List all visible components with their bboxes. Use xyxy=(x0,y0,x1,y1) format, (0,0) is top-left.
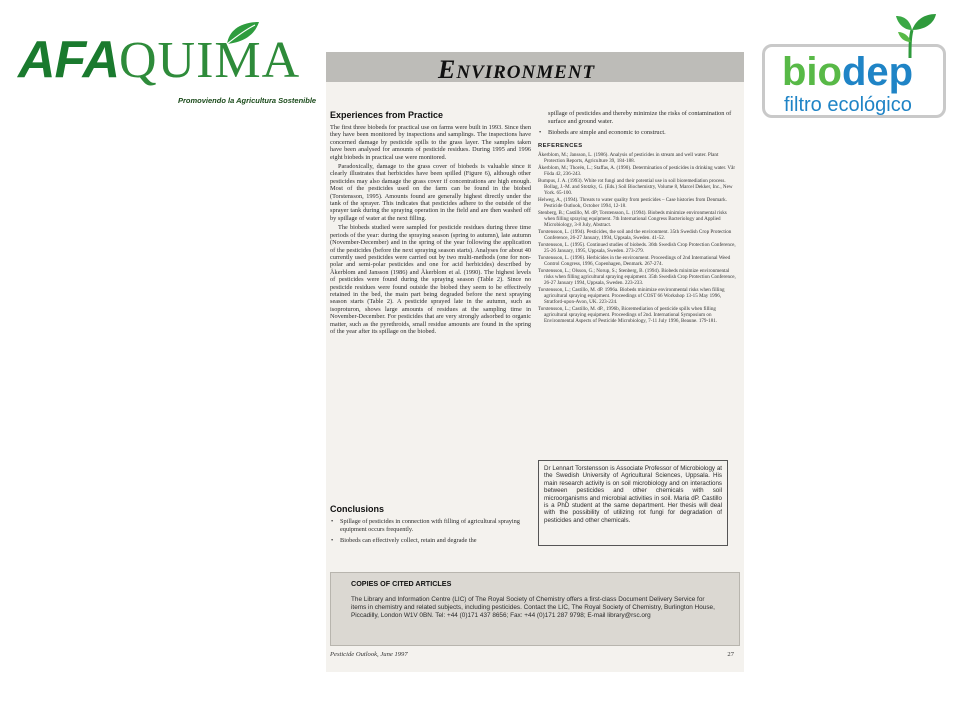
bullet-icon: • xyxy=(539,129,542,137)
list-item xyxy=(330,518,531,533)
paragraph: The biobeds studied were sampled for pesticide residues during three time periods of the year: during the spraying season (spring to autumn), late autumn (November-December) and in the spring of the year following the application of the pesticides (before the next spraying season starts). Analyses for about 40 currently used pesticides were carried out by two multi-methods (one for non-polar and semi-polar pesticides and one for acid herbicides) described by Åkerblom and Jansson (1986) and Åkerblom et al. (1990). The highest levels of pesticides were found during the spraying season (Table 2). Since no pesticide residues were found outside the biobed they seem to be effectively retained in the bed, the main part being degraded before the next spraying season starts (Table 2). A pesticide sprayed late in the autumn, such as isoproturon, shows large amounts of residues at the sampling time in November-December. For pesticides that are very strongly adsorbed to organic matter, such as the pyrethroids, small residue amounts are found in the spring of the year after its spillage on the biobed. xyxy=(330,224,531,335)
page-footer xyxy=(330,651,740,663)
reference-item: Torstensson, L. (1996). Herbicides in the environment. Proceedings of 2nd International Weed Control Congress, 1996, Copenhagen, Denmark. 267-274. xyxy=(538,254,731,267)
afaquima-logo xyxy=(18,18,330,105)
reference-item: Bumpus, J. A. (1993). White rot fungi and their potential use in soil bioremediation process. Bollag, J.-M. and Stotzky, G. (Eds.) Soil Biochemistry, Volume 8, Marcel Dekker, Inc., New York. 65-100. xyxy=(538,177,733,196)
reference-item: Torstensson, L. (1995). Continued studies of biobeds. 36th Swedish Crop Protection Conference, 25-26 January, 1995, Uppsala, Sweden. 273-279. xyxy=(538,241,736,254)
list-item xyxy=(538,129,736,137)
conclusions-list xyxy=(330,518,531,545)
bullet-icon: • xyxy=(331,537,334,545)
bullet-icon: • xyxy=(331,518,334,525)
biodep-logo xyxy=(762,12,952,122)
page-title-rest: NVIRONMENT xyxy=(456,62,596,83)
reference-item: Torstensson, L.; Olsson, G.; Norup, S.; Stenberg, B. (1994). Biobeds minimize environmental risks when filling agricultural spraying equipment. 35th Swedish Crop Protection Conference, 26-27 January 1994, Uppsala, Sweden. 223-233. xyxy=(538,267,736,286)
reference-item: Torstensson, L.; Castillo, M. dP., 1996b, Bioremediation of pesticide spills when filling agricultural spraying equipment. Proceedings of 2nd. International Symposium on Environmental Aspects of Pesticide Microbiology, 7-11 July 1996, Beaune. 179-181. xyxy=(538,305,718,324)
page-number: 27 xyxy=(727,651,734,658)
paragraph: The first three biobeds for practical use on farms were built in 1993. Since then they have been monitored by inspections and samplings. The inspections have concerned damage by pesticide spills to the grass layer. The samples taken have been analysed for amounts of pesticide residues. During 1995 and 1996 eight biobeds in practical use were monitored. xyxy=(330,124,531,161)
page-title xyxy=(438,55,595,85)
author-bio-box: Dr Lennart Torstensson is Associate Professor of Microbiology at the Swedish University of Agricultural Sciences, Uppsala. His main research activity is on soil microbiology and on interactions between pesticides and other chemicals with soil microorganisms and microbial activities in soil. Maria dP. Castillo is a PhD student at the same department. Her thesis will deal with the possibility of utilizing rot fungi for degradation of pesticides and other chemicals. xyxy=(538,460,728,546)
list-item xyxy=(538,110,736,125)
list-item-text: Spillage of pesticides in connection with filling of agricultural spraying equipment occurs frequently. xyxy=(340,518,520,533)
reference-item: Åkerblom, M.; Thorén, L.; Staffas, A. (1990). Determination of pesticides in drinking water. Vår Föda 42, 236-243. xyxy=(538,164,736,177)
section-heading-conclusions: Conclusions xyxy=(330,504,385,514)
reference-item: Torstensson, L. (1994). Pesticides, the soil and the environment. 35th Swedish Crop Protection Conference, 26-27 January, 1994, Uppsala, Sweden. 41-52. xyxy=(538,228,732,241)
conclusions-list-continued xyxy=(538,110,736,137)
afaquima-wordmark xyxy=(18,31,301,89)
left-column xyxy=(330,110,531,337)
list-item-text: Biobeds are simple and economic to construct. xyxy=(548,129,666,137)
copies-heading: COPIES OF CITED ARTICLES xyxy=(351,579,452,588)
biodep-subtitle: filtro ecológico xyxy=(784,94,912,116)
list-item xyxy=(330,537,531,545)
page-title-initial: E xyxy=(438,55,457,84)
afaquima-afa: AFA xyxy=(18,31,119,89)
scanned-article-page xyxy=(326,52,744,672)
biodep-dep: dep xyxy=(841,50,914,94)
list-item-text: spillage of pesticides and thereby minimize the risks of contamination of surface and ground water. xyxy=(548,110,732,125)
reference-item: Stenberg, B.; Castillo, M. dP; Torstensson, L. (1994). Biobeds minimize environmental risks when filling spraying equipment. 7th International Congress Bacteriology and Applied Microbiology, 3-8 July, Abstract. xyxy=(538,209,727,228)
copies-text: The Library and Information Centre (LIC) of The Royal Society of Chemistry offers a first-class Document Delivery Service for items in chemistry and related subjects, including pesticides. Contact the LIC, The Royal Society of Chemistry, Burlington House, Piccadilly, London W1V 0BN. Tel: +44 (0)171 437 8656; Fax: +44 (0)171 287 9798; E-mail library@rsc.org xyxy=(351,596,715,620)
afaquima-quima: QUIMA xyxy=(119,32,301,89)
paragraph: Paradoxically, damage to the grass cover of biobeds is valuable since it clearly illustrates that herbicides have been spilled (Figure 6), although other pesticides may also damage the grass cover if concentrations are high enough. Most of the pesticides used on the farm can be found in the biobed (Torstensson, 1995). Amounts found are generally highest directly under the tank of the sprayer. This indicates that pesticides adhere to the outside of the sprayer tank during the spraying operation in the field and are then washed off by spillage of water at the next filling. xyxy=(330,163,531,222)
right-column xyxy=(538,110,736,325)
references-heading: REFERENCES xyxy=(538,142,583,149)
biodep-bio: bio xyxy=(782,50,842,94)
reference-item: Torstensson, L.; Castillo, M. dP. 1996a. Biobeds minimize environmental risks when filling agricultural spraying equipment. Proceedings of COST 66 Workshop 13-15 May 1996, Stratford-upon-Avon, UK. 223-224. xyxy=(538,286,725,305)
reference-item: Helweg, A., (1994). Threats to water quality from pesticides – Case histories from Denmark. Pesticide Outlook, October 1994, 12-18. xyxy=(538,196,727,209)
footer-journal: Pesticide Outlook, June 1997 xyxy=(330,651,408,658)
copies-cited-articles-box xyxy=(330,572,740,646)
list-item-text: Biobeds can effectively collect, retain and degrade the xyxy=(340,537,477,545)
conclusions-section xyxy=(330,504,531,549)
afaquima-tagline: Promoviendo la Agricultura Sostenible xyxy=(178,96,317,105)
reference-item: Åkerblom, M.; Jansson, L. (1986). Analysis of pesticides in stream and well water. Plant Protection Reports, Agriculture 39, 184-188. xyxy=(538,151,719,164)
page-header-band xyxy=(326,52,744,82)
biodep-wordmark xyxy=(782,52,913,92)
section-heading-experiences: Experiences from Practice xyxy=(330,110,444,120)
